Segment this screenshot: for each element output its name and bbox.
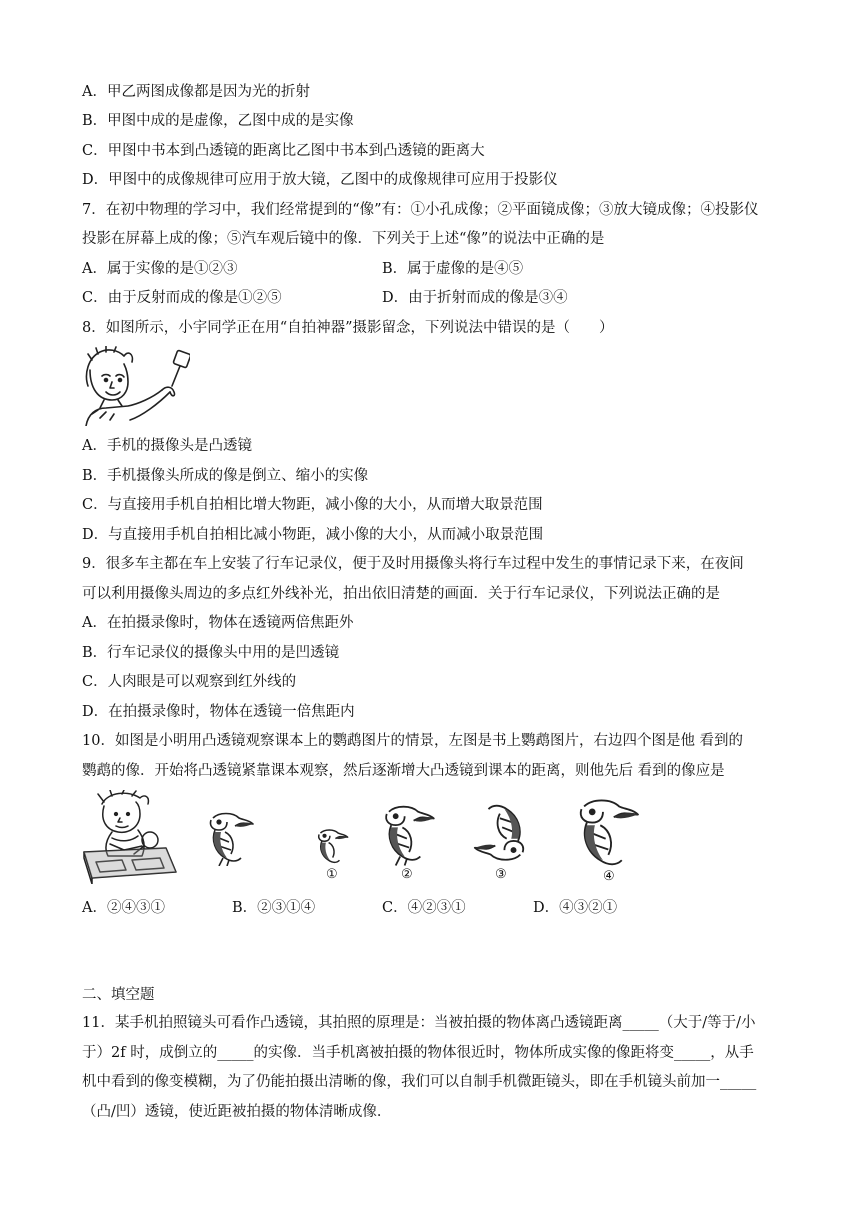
q7-stem-line1: 7．在初中物理的学习中，我们经常提到的“像”有：①小孔成像；②平面镜成像；③放大镜成像；④投影仪 (82, 202, 759, 218)
q10-stem-line2: 鹦鹉的像．开始将凸透镜紧靠课本观察，然后逐渐增大凸透镜到课本的距离，则他先后 看到的像应是 (82, 763, 725, 779)
q7-option-a: A．属于实像的是①②③ (82, 261, 238, 277)
q10-stem-line1: 10．如图是小明用凸透镜观察课本上的鹦鹉图片的情景，左图是书上鹦鹉图片，右边四个图是他 看到的 (82, 733, 744, 749)
q6-option-c: C．甲图中书本到凸透镜的距离比乙图中书本到凸透镜的距离大 (82, 143, 485, 159)
q10-option-c: C．④②③① (382, 900, 466, 916)
q11-line3: 机中看到的像变模糊，为了仍能拍摄出清晰的像，我们可以自制手机微距镜头，即在手机镜头前加一_____ (82, 1074, 757, 1090)
parrot-image-4 (572, 793, 642, 871)
q11-line2: 于）2f 时，成倒立的_____的实像．当手机离被拍摄的物体很近时，物体所成实像的像距将变_____，从手 (82, 1045, 754, 1061)
q9-option-c: C．人肉眼是可以观察到红外线的 (82, 674, 297, 690)
q7-option-c: C．由于反射而成的像是①②⑤ (82, 290, 282, 306)
q8-option-d: D．与直接用手机自拍相比减小物距，减小像的大小，从而减小取景范围 (82, 527, 544, 543)
q8-option-a: A．手机的摄像头是凸透镜 (82, 438, 252, 454)
q8-stem: 8．如图所示，小宇同学正在用“自拍神器”摄影留念，下列说法中错误的是（ ） (82, 320, 614, 336)
q6-option-d: D．甲图中的成像规律可应用于放大镜，乙图中的成像规律可应用于投影仪 (82, 172, 558, 188)
q11-line1: 11．某手机拍照镜头可看作凸透镜，其拍照的原理是：当被拍摄的物体离凸透镜距离_____（大于/等于/小 (82, 1015, 756, 1031)
q7-option-b: B．属于虚像的是④⑤ (382, 261, 524, 277)
q10-option-b: B．②③①④ (232, 900, 316, 916)
q9-option-b: B．行车记录仪的摄像头中用的是凹透镜 (82, 645, 340, 661)
section-title: 二、填空题 (82, 987, 155, 1003)
q9-option-d: D．在拍摄录像时，物体在透镜一倍焦距内 (82, 704, 355, 720)
parrot-image-3 (470, 800, 532, 866)
q9-stem-line1: 9．很多车主都在车上安装了行车记录仪，便于及时用摄像头将行车过程中发生的事情记录下来，在夜间 (82, 556, 744, 572)
q8-option-b: B．手机摄像头所成的像是倒立、缩小的实像 (82, 468, 369, 484)
q11-line4: （凸/凹）透镜，使近距被拍摄的物体清晰成像． (82, 1104, 392, 1120)
q7-option-d: D．由于折射而成的像是③④ (382, 290, 568, 306)
q8-option-c: C．与直接用手机自拍相比增大物距，减小像的大小，从而增大取景范围 (82, 497, 543, 513)
q6-option-a: A．甲乙两图成像都是因为光的折射 (82, 84, 310, 100)
q6-option-b: B．甲图中成的是虚像，乙图中成的是实像 (82, 113, 354, 129)
q10-option-d: D．④③②① (533, 900, 618, 916)
image-label-2: ② (401, 867, 413, 882)
image-label-3: ③ (495, 867, 507, 882)
parrot-original-picture (205, 808, 255, 866)
parrot-image-2 (380, 800, 436, 866)
q7-stem-line2: 投影在屏幕上成的像；⑤汽车观后镜中的像．下列关于上述“像”的说法中正确的是 (82, 231, 605, 247)
selfie-stick-illustration (82, 346, 190, 426)
parrot-image-1 (315, 826, 349, 866)
boy-with-magnifier-illustration (82, 790, 178, 884)
image-label-1: ① (326, 867, 338, 882)
image-label-4: ④ (603, 869, 615, 884)
q9-stem-line2: 可以利用摄像头周边的多点红外线补光，拍出依旧清楚的画面．关于行车记录仪，下列说法正确的是 (82, 586, 720, 602)
q10-option-a: A．②④③① (82, 900, 165, 916)
q9-option-a: A．在拍摄录像时，物体在透镜两倍焦距外 (82, 615, 354, 631)
